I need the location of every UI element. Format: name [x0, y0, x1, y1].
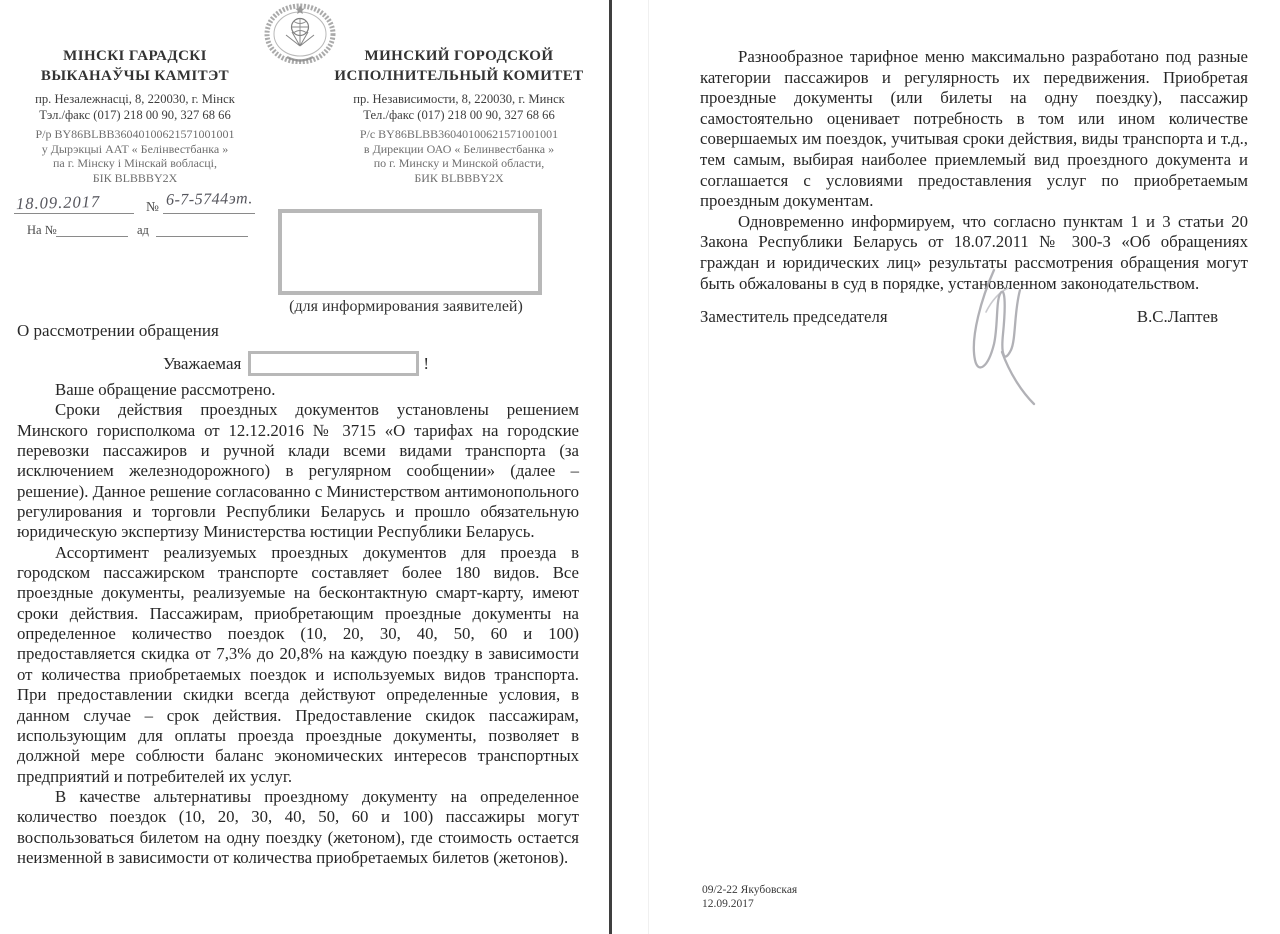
paragraph: Ваше обращение рассмотрено. — [55, 380, 276, 399]
paragraph: Ассортимент реализуемых проездных документов для проезда в городском пассажирском транспорте составляет более 180 видов. Все проездные документы, реализуемые на бесконтактную смарт-карту, имеют сроки действия. Пассажирам, приобретающим проездные документы на определенное количество поездок (10, 20, 30, 40, 50, 60 и 100) предоставляется скидка от 7,3% до 20,8% на каждую поездку в зависимости от количества приобретаемых поездок и используемых видов транспорта. При предоставлении скидки всегда действуют определенные условия, в данном случае – срок действия. Предоставление скидок пассажирам, использующим для оплаты проезда проездные документы, позволяет в должной мере соблюсти баланс экономических интересов транспортных предприятий и потребителей их услуг. — [17, 542, 579, 786]
org-title-ru-line2: ИСПОЛНИТЕЛЬНЫЙ КОМИТЕТ — [334, 68, 584, 84]
signer-position: Заместитель председателя — [700, 307, 888, 327]
bank-by: у Дырэкцыі ААТ « Белінвестбанка » — [41, 141, 229, 156]
salutation-text: Уважаемая — [163, 353, 242, 373]
bik-by: БІК BLBBBY2X — [92, 170, 178, 185]
paragraph: Сроки действия проездных документов установлены решением Минского горисполкома от 12.12.2016 № 3715 «О тарифах на городские перевозки пассажиров и ручной клади всеми видами транспорта (за исключением железнодорожного) в регулярном сообщении» (далее – решение). Данное решение согласованно с Министерством антимонопольного регулирования и торговли Республики Беларусь и прошло обязательную юридическую экспертизу Министерства юстиции Республики Беларусь. — [17, 400, 579, 542]
handwritten-outgoing-number: 6-7-5744эт. — [165, 190, 253, 209]
paragraph: Одновременно информируем, что согласно пунктам 1 и 3 статьи 20 Закона Республики Беларусь от 18.07.2011 № 300-З «Об обращениях граждан и юридических лиц» результаты рассмотрения обращения могут быть обжалованы в суд в порядке, установленном законодательством. — [700, 211, 1248, 293]
letterhead-belarusian — [14, 46, 256, 185]
executor-ref: 09/2-22 Якубовская — [702, 884, 798, 896]
number-sign-label: № — [146, 199, 159, 214]
address-ru: пр. Независимости, 8, 220030, г. Минск — [353, 92, 565, 106]
redacted-addressee-box — [278, 209, 542, 295]
letter-body-left — [17, 380, 579, 868]
signer-name: В.С.Лаптев — [1136, 307, 1218, 327]
account-ru: Р/с BY86BLBB36040100621571001001 — [359, 127, 559, 141]
page-edge-shadow — [648, 0, 649, 934]
bank-region-by: па г. Мінску і Мінскай вобласці, — [53, 156, 217, 171]
executor-date: 12.09.2017 — [702, 898, 754, 910]
page-left — [0, 0, 609, 934]
paragraph: Разнообразное тарифное меню максимально разработано под разные категории пассажиров и регулярность их передвижения. Приобретая проездные документы (или билеты на одну поездку), пассажир самостоятельно оценивает потребность в том или ином количестве совершаемых им поездок, учитывая сроки действия, виды транспорта и т.д., тем самым, выбирая наиболее приемлемый вид проездного документа и соглашается с условиями предоставления услуг по приобретаемым проездным документам. — [700, 47, 1248, 211]
signature-row — [700, 307, 1248, 327]
reply-from-underline — [156, 222, 248, 237]
subject-line: О рассмотрении обращения — [17, 321, 219, 340]
date-underline — [14, 195, 134, 214]
address-by: пр. Незалежнасці, 8, 220030, г. Мінск — [35, 92, 235, 106]
reply-from-label: ад — [137, 223, 149, 237]
phone-by: Тэл./факс (017) 218 00 90, 327 68 66 — [39, 108, 231, 122]
page-right — [612, 0, 1280, 934]
phone-ru: Тел./факс (017) 218 00 90, 327 68 66 — [363, 108, 555, 122]
belarus-coat-of-arms-icon — [256, 2, 344, 64]
bank-region-ru: по г. Минску и Минской области, — [373, 156, 545, 171]
salutation-exclamation: ! — [423, 353, 429, 373]
redaction-caption: (для информирования заявителей) — [289, 298, 523, 315]
org-title-by-line2: ВЫКАНАЎЧЫ КАМІТЭТ — [40, 68, 230, 84]
bik-ru: БИК BLBBBY2X — [414, 170, 504, 185]
reply-number-underline — [56, 222, 128, 237]
executor-footer — [702, 883, 797, 911]
letter-body-right — [700, 47, 1248, 327]
paragraph: В качестве альтернативы проездному документу на определенное количество поездок (10, 20, 30, 40, 50, 60 и 100) пассажиры могут воспользоваться билетом на одну поездку (жетоном), где стоимость остается неизменной в зависимости от количества приобретаемых билетов (жетонов). — [17, 786, 579, 867]
org-title-by-line1: МІНСКІ ГАРАДСКІ — [63, 48, 207, 64]
number-underline — [163, 195, 255, 214]
account-by: Р/р BY86BLBB36040100621571001001 — [35, 127, 235, 141]
handwritten-date: 18.09.2017 — [15, 191, 101, 214]
redacted-name-box — [248, 351, 419, 376]
reply-to-number-label: На № — [27, 223, 57, 237]
bank-ru: в Дирекции ОАО « Белинвестбанка » — [363, 141, 555, 156]
salutation-line — [163, 351, 429, 376]
letterhead-russian — [334, 46, 584, 185]
org-title-ru-line1: МИНСКИЙ ГОРОДСКОЙ — [364, 48, 554, 64]
